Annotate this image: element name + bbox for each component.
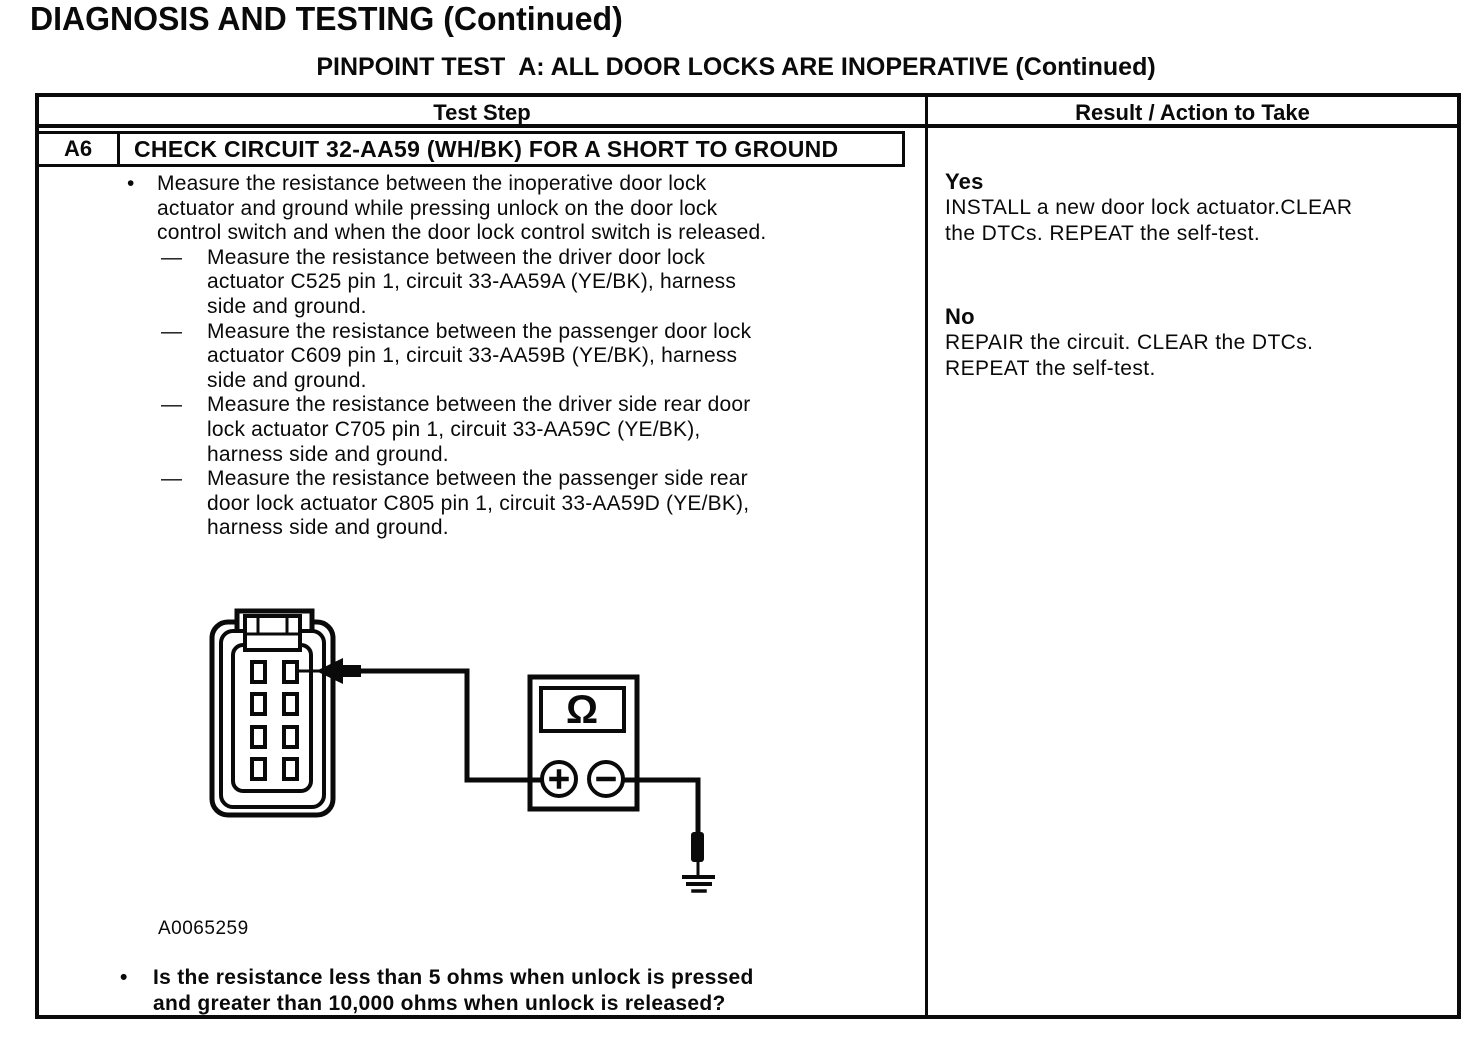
connector-pin bbox=[284, 662, 297, 682]
ground-probe bbox=[691, 832, 704, 862]
step-id: A6 bbox=[39, 134, 120, 164]
column-header-test-step: Test Step bbox=[433, 100, 531, 125]
sub-step-line: harness side and ground. bbox=[207, 442, 449, 466]
connector-pin bbox=[284, 727, 297, 747]
step-row-a6 bbox=[39, 131, 905, 167]
dash-marker: — bbox=[161, 393, 183, 417]
dash-marker: — bbox=[161, 245, 183, 269]
sub-step-line: door lock actuator C805 pin 1, circuit 33-AA59D (YE/BK), bbox=[207, 491, 750, 515]
instruction-line: actuator and ground while pressing unlock on the door lock bbox=[157, 196, 718, 220]
test-step-instructions bbox=[127, 172, 917, 541]
sub-step-line: Measure the resistance between the driver door lock bbox=[207, 245, 706, 269]
instruction-line: control switch and when the door lock control switch is released. bbox=[157, 221, 767, 245]
figure-id: A0065259 bbox=[158, 918, 249, 939]
connector-pin bbox=[252, 694, 265, 714]
column-header-result: Result / Action to Take bbox=[1075, 100, 1310, 125]
result-no-label: No bbox=[945, 304, 975, 329]
connector-inner-outline bbox=[221, 631, 324, 807]
sub-step-passenger-door bbox=[157, 320, 917, 394]
result-line: INSTALL a new door lock actuator.CLEAR bbox=[945, 196, 1353, 219]
step-title: CHECK CIRCUIT 32-AA59 (WH/BK) FOR A SHORT TO GROUND bbox=[134, 135, 839, 162]
sub-step-passenger-rear-door bbox=[157, 467, 917, 541]
dash-marker: — bbox=[161, 319, 183, 343]
connector-pin bbox=[284, 759, 297, 779]
sub-step-driver-door bbox=[157, 246, 917, 320]
ohm-symbol: Ω bbox=[565, 688, 599, 732]
connector-pin bbox=[252, 662, 265, 682]
result-yes-label: Yes bbox=[945, 169, 984, 194]
sub-step-line: side and ground. bbox=[207, 368, 367, 392]
sub-step-line: harness side and ground. bbox=[207, 516, 449, 540]
connector-pin bbox=[252, 727, 265, 747]
result-yes-block bbox=[945, 169, 1460, 247]
result-line: the DTCs. REPEAT the self-test. bbox=[945, 222, 1261, 245]
sub-step-line: actuator C609 pin 1, circuit 33-AA59B (YE/BK), harness bbox=[207, 344, 738, 368]
bullet-marker: • bbox=[120, 966, 128, 989]
connector-pin bbox=[284, 694, 297, 714]
connector-pin-cavity bbox=[233, 645, 311, 791]
question-line: and greater than 10,000 ohms when unlock is released? bbox=[153, 991, 726, 1015]
circuit-diagram bbox=[190, 598, 770, 908]
instruction-line: Measure the resistance between the inoperative door lock bbox=[157, 172, 707, 195]
sub-step-line: Measure the resistance between the passenger door lock bbox=[207, 319, 752, 343]
sub-step-driver-rear-door bbox=[157, 393, 917, 467]
connector-pin bbox=[252, 759, 265, 779]
sub-step-line: Measure the resistance between the driver side rear door bbox=[207, 393, 751, 417]
result-line: REPEAT the self-test. bbox=[945, 357, 1156, 380]
sub-step-line: actuator C525 pin 1, circuit 33-AA59A (YE/BK), harness bbox=[207, 270, 737, 294]
sub-step-line: Measure the resistance between the passenger side rear bbox=[207, 467, 748, 491]
result-line: REPAIR the circuit. CLEAR the DTCs. bbox=[945, 331, 1314, 354]
question-line: Is the resistance less than 5 ohms when unlock is pressed bbox=[153, 966, 754, 989]
page-title: DIAGNOSIS AND TESTING (Continued) bbox=[30, 0, 623, 37]
column-divider bbox=[925, 97, 928, 1015]
pinpoint-test-table bbox=[35, 93, 1461, 1019]
sub-step-line: lock actuator C705 pin 1, circuit 33-AA59C (YE/BK), bbox=[207, 417, 701, 441]
sub-step-line: side and ground. bbox=[207, 294, 367, 318]
step-question bbox=[120, 965, 754, 1016]
dash-marker: — bbox=[161, 467, 183, 491]
bullet-marker: • bbox=[127, 172, 135, 195]
ground-symbol-icon bbox=[684, 877, 713, 891]
result-no-block bbox=[945, 304, 1460, 382]
page-subtitle: PINPOINT TEST A: ALL DOOR LOCKS ARE INOPERATIVE (Continued) bbox=[316, 53, 1156, 81]
